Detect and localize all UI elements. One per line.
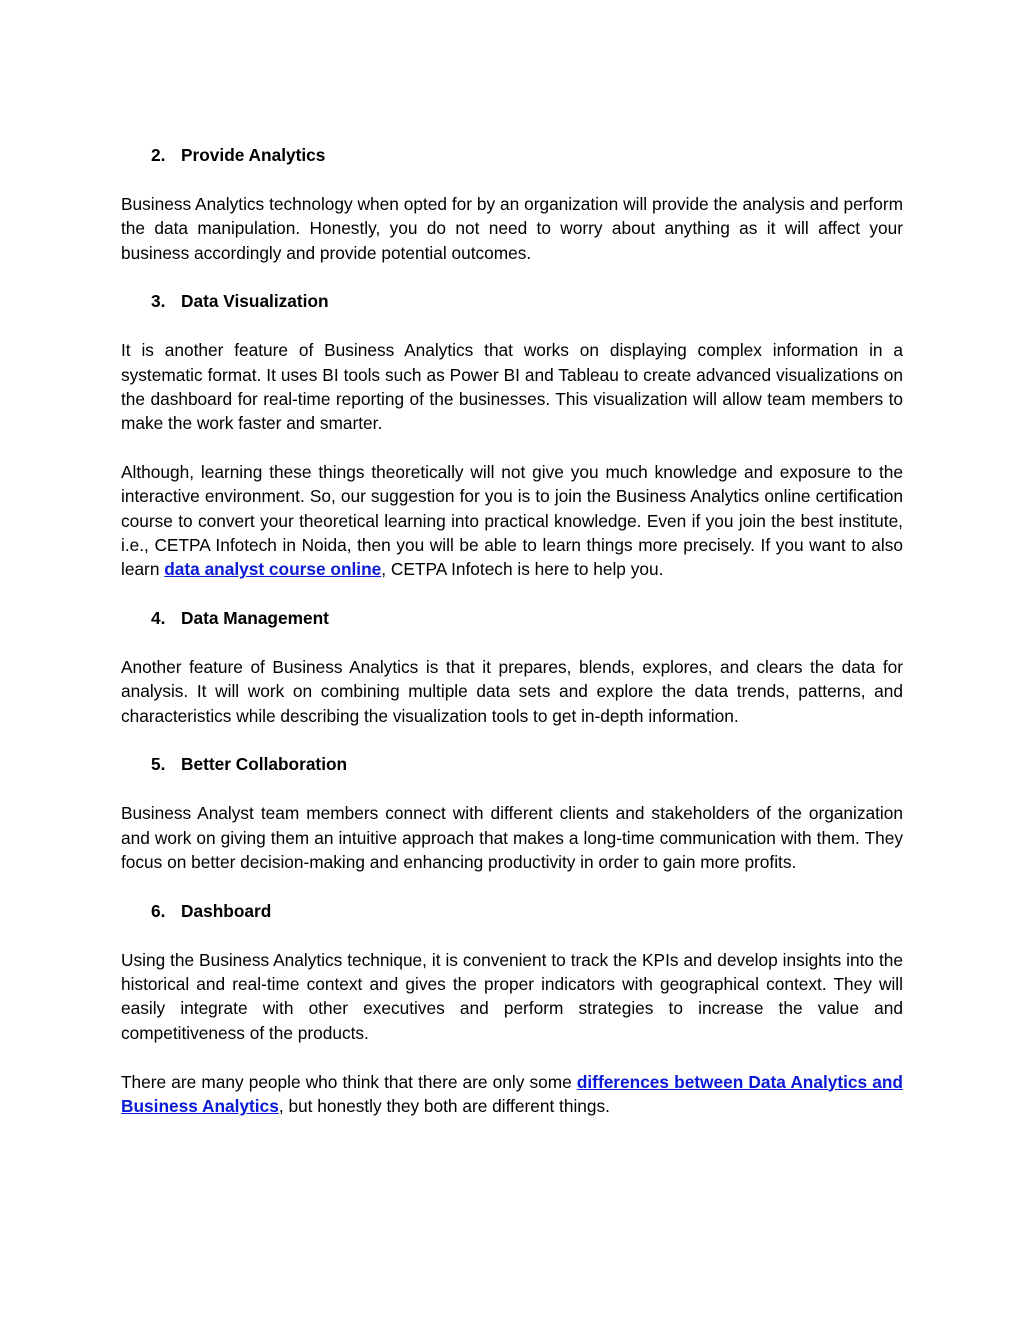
- section-number: 4.: [151, 608, 166, 629]
- section-number: 5.: [151, 754, 166, 775]
- section-title: Provide Analytics: [181, 145, 326, 165]
- section-number: 6.: [151, 900, 166, 921]
- section-title: Better Collaboration: [181, 754, 348, 775]
- paragraph-certification-course: [121, 460, 903, 581]
- section-heading-better-collaboration: [121, 752, 903, 776]
- section-heading-data-management: [121, 606, 903, 630]
- paragraph-text: , CETPA Infotech is here to help you.: [381, 559, 664, 580]
- paragraph-dashboard: Using the Business Analytics technique, it is convenient to track the KPIs and develop insights into the historical and real-time context and gives the proper indicators with geographical context. They will easily integrate with other executives and perform strategies to increase the value and competitiveness of the products.: [121, 949, 903, 1043]
- section-number: 2.: [151, 145, 166, 165]
- differences-link[interactable]: differences between Data Analytics and Business Analytics: [121, 1071, 903, 1116]
- paragraph-better-collaboration: Business Analyst team members connect with different clients and stakeholders of the organization and work on giving them an intuitive approach that makes a long-time communication with them. They focus on better decision-making and enhancing productivity in order to gain more profits.: [121, 803, 903, 873]
- section-heading-dashboard: [121, 899, 903, 923]
- paragraph-text: Although, learning these things theoretically will not give you much knowledge and exposure to the interactive environment. So, our suggestion for you is to join the Business Analytics online certification course to convert your theoretical learning into practical knowledge. Even if you join the best institute, i.e., CETPA Infotech in Noida, then you will be able to learn things more precisely. If you want to also learn: [121, 462, 903, 580]
- section-title: Data Visualization: [181, 291, 329, 312]
- section-heading-data-visualization: [121, 289, 903, 313]
- section-title: Data Management: [181, 608, 329, 629]
- paragraph-text: There are many people who think that there are only some: [121, 1071, 577, 1092]
- paragraph-differences: [121, 1070, 903, 1119]
- section-heading-provide-analytics: [121, 143, 903, 167]
- data-analyst-course-link[interactable]: data analyst course online: [164, 559, 382, 580]
- paragraph-data-visualization: It is another feature of Business Analytics that works on displaying complex information in a systematic format. It uses BI tools such as Power BI and Tableau to create advanced visualizations on the dashboard for real-time reporting of the businesses. This visualization will allow team members to make the work faster and smarter.: [121, 340, 903, 434]
- paragraph-text: , but honestly they both are different things.: [278, 1095, 610, 1116]
- document-page: [121, 143, 903, 1143]
- section-title: Dashboard: [181, 900, 272, 921]
- paragraph-data-management: Another feature of Business Analytics is that it prepares, blends, explores, and clears the data for analysis. It will work on combining multiple data sets and explore the data trends, patterns, and characteristics while describing the visualization tools to get in-depth information.: [121, 657, 903, 726]
- paragraph-provide-analytics: Business Analytics technology when opted for by an organization will provide the analysis and perform the data manipulation. Honestly, you do not need to worry about anything as it will affect your business accordingly and provide potential outcomes.: [121, 194, 903, 263]
- section-number: 3.: [151, 291, 166, 312]
